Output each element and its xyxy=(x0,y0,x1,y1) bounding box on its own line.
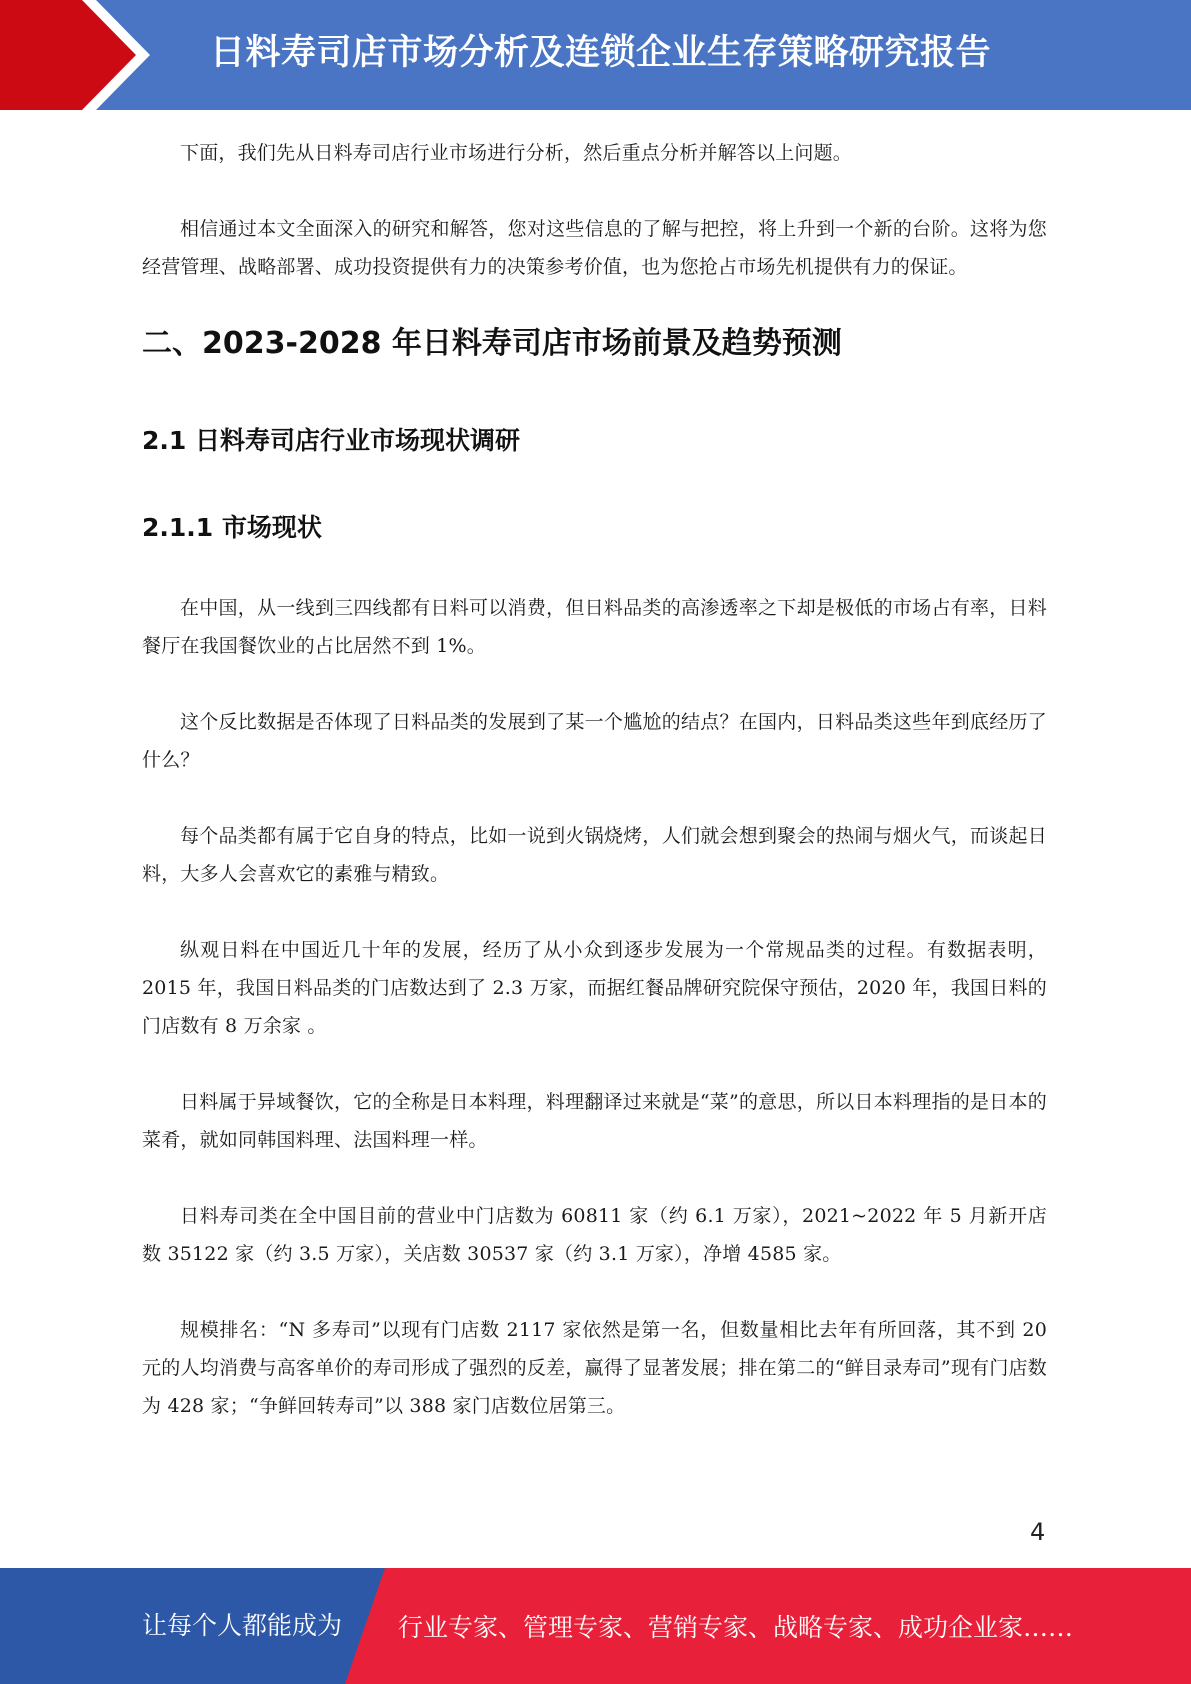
body-paragraph: 每个品类都有属于它自身的特点，比如一说到火锅烧烤，人们就会想到聚会的热闹与烟火气，而谈起日料，大多人会喜欢它的素雅与精致。 xyxy=(142,825,1047,885)
body-paragraph: 规模排名：“N 多寿司”以现有门店数 2117 家依然是第一名，但数量相比去年有所回落，其不到 20 元的人均消费与高客单价的寿司形成了强烈的反差，赢得了显著发展；排在第二的“鲜目录寿司”现有门店数为 428 家；“争鲜回转寿司”以 388 家门店数位居第三。 xyxy=(142,1319,1047,1417)
body-paragraph: 在中国，从一线到三四线都有日料可以消费，但日料品类的高渗透率之下却是极低的市场占有率，日料餐厅在我国餐饮业的占比居然不到 1%。 xyxy=(142,597,1047,657)
body-paragraph: 纵观日料在中国近几十年的发展，经历了从小众到逐步发展为一个常规品类的过程。有数据表明，2015 年，我国日料品类的门店数达到了 2.3 万家，而据红餐品牌研究院保守预估，2020 年，我国日料的门店数有 8 万余家 。 xyxy=(142,939,1047,1037)
footer-slogan-left: 让每个人都能成为 xyxy=(142,1611,343,1640)
intro-paragraph: 相信通过本文全面深入的研究和解答，您对这些信息的了解与把控，将上升到一个新的台阶。这将为您经营管理、战略部署、成功投资提供有力的决策参考价值，也为您抢占市场先机提供有力的保证。 xyxy=(142,218,1047,278)
footer-slogan-right: 行业专家、管理专家、营销专家、战略专家、成功企业家…… xyxy=(398,1613,1074,1642)
body-paragraph: 日料属于异域餐饮，它的全称是日本料理，料理翻译过来就是“菜”的意思，所以日本料理指的是日本的菜肴，就如同韩国料理、法国料理一样。 xyxy=(142,1091,1047,1151)
header-banner xyxy=(0,0,1191,110)
body-paragraph: 日料寿司类在全中国目前的营业中门店数为 60811 家（约 6.1 万家），2021~2022 年 5 月新开店数 35122 家（约 3.5 万家），关店数 30537 家（约 3.1 万家），净增 4585 家。 xyxy=(142,1205,1047,1265)
section-heading: 二、2023-2028 年日料寿司店市场前景及趋势预测 xyxy=(142,326,842,361)
document-body xyxy=(142,134,1047,1463)
subsection-heading: 2.1 日料寿司店行业市场现状调研 xyxy=(142,426,520,455)
intro-paragraph: 下面，我们先从日料寿司店行业市场进行分析，然后重点分析并解答以上问题。 xyxy=(180,142,853,164)
page-number: 4 xyxy=(1030,1518,1046,1546)
report-title: 日料寿司店市场分析及连锁企业生存策略研究报告 xyxy=(210,33,992,73)
body-paragraph: 这个反比数据是否体现了日料品类的发展到了某一个尴尬的结点？在国内，日料品类这些年到底经历了什么？ xyxy=(142,711,1047,771)
footer-banner xyxy=(0,1568,1191,1684)
subsubsection-heading: 2.1.1 市场现状 xyxy=(142,513,322,542)
